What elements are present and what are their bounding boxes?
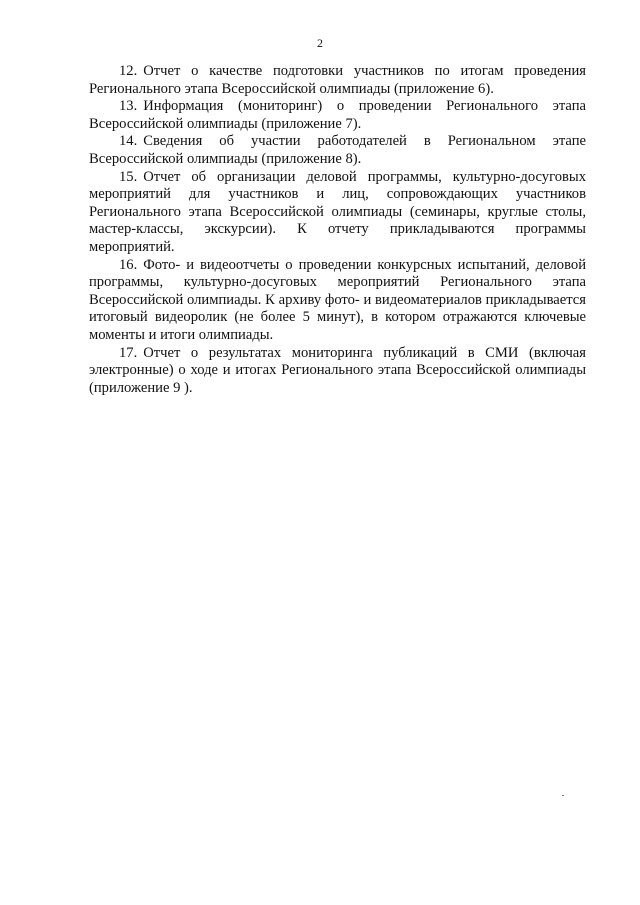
item-text: Отчет о качестве подготовки участников по итогам проведения Регионального этапа Всероссийской олимпиады (приложение 6). [89,63,586,97]
list-item [89,169,586,257]
page-number: 2 [317,36,323,50]
document-body [89,63,586,397]
list-item [89,98,586,133]
item-number: 13. [119,98,138,115]
item-number: 15. [119,168,138,185]
item-text: Фото- и видеоотчеты о проведении конкурсных испытаний, деловой программы, культурно-досуговых мероприятий Регионального этапа Всероссийской олимпиады. К архиву фото- и видеоматериалов прикладывается итоговый видеоролик (не более 5 минут), в котором отражаются ключевые моменты и итоги олимпиады. [89,256,586,343]
item-text: Сведения об участии работодателей в Региональном этапе Всероссийской олимпиады (приложение 8). [89,133,586,167]
item-number: 16. [119,256,138,273]
item-number: 14. [119,133,138,150]
item-text: Информация (мониторинг) о проведении Регионального этапа Всероссийской олимпиады (приложение 7). [89,98,586,132]
scan-speck [562,795,564,796]
list-item [89,345,586,398]
item-number: 17. [119,344,138,361]
item-text: Отчет об организации деловой программы, культурно-досуговых мероприятий для участников и лиц, сопровождающих участников Регионального этапа Всероссийской олимпиады (семинары, круглые столы, мастер-классы, экскурсии). К отчету прикладываются программы мероприятий. [89,168,586,255]
list-item [89,257,586,345]
list-item [89,133,586,168]
item-text: Отчет о результатах мониторинга публикаций в СМИ (включая электронные) о ходе и итогах Регионального этапа Всероссийской олимпиады (приложение 9 ). [89,344,586,396]
item-number: 12. [119,63,138,79]
list-item [89,63,586,98]
